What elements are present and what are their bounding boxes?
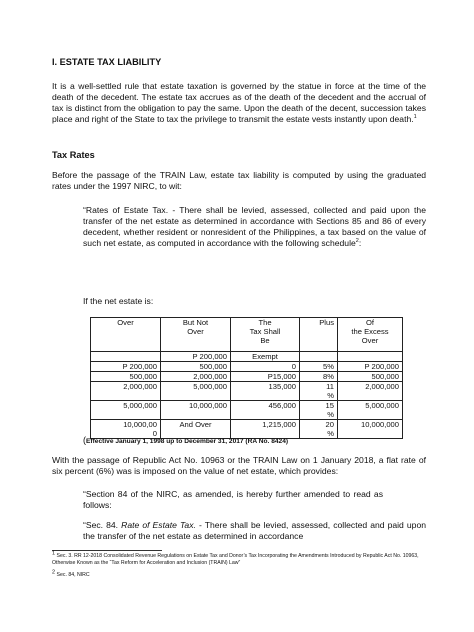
table-cell: 1,215,000: [231, 420, 300, 439]
estate-tax-quote-text: “Rates of Estate Tax. - There shall be levied, assessed, collected and paid upon the transfer of the net estate as determined in accordance with Sections 85 and 86 of every decedent, whether resident or nonresident of the Philippines, a tax based on the value of such net estate, as computed in accordance with the following schedule: [83, 205, 426, 248]
sec-84-italic-title: Rate of Estate Tax.: [121, 520, 196, 530]
table-cell: 5,000,000: [91, 401, 161, 420]
footnote-ref-2: 2: [355, 237, 359, 244]
table-cell: Exempt: [231, 352, 300, 362]
table-cell: 11 %: [300, 382, 338, 401]
table-cell: 20 %: [300, 420, 338, 439]
table-cell: 2,000,000: [338, 382, 403, 401]
intro-paragraph: [52, 81, 426, 125]
effective-text: Effective January 1, 1998 up to December 31, 2017 (RA No. 8424): [86, 438, 289, 445]
table-cell: 500,000: [91, 372, 161, 382]
table-cell: 15 %: [300, 401, 338, 420]
column-header-excess-over: Of the Excess Over: [338, 318, 403, 352]
footnote-1: [52, 550, 426, 567]
table-cell: 10,000,00 0: [91, 420, 161, 439]
table-cell: [91, 352, 161, 362]
footnote-2: [52, 569, 426, 579]
table-cell: 10,000,000: [338, 420, 403, 439]
table-row: [91, 372, 403, 382]
net-estate-line: If the net estate is:: [83, 296, 154, 306]
sec-84-rate-quote: [83, 520, 426, 542]
footnote-ref-1: 1: [413, 113, 417, 120]
effective-paren: (: [83, 435, 86, 445]
section-84-quote: “Section 84 of the NIRC, as amended, is hereby further amended to read as follows:: [83, 489, 383, 510]
sec-84-label: “Sec. 84.: [83, 520, 122, 530]
column-header-plus: Plus: [300, 318, 338, 352]
table-cell: 2,000,000: [161, 372, 231, 382]
sec-84-text: - There shall be levied, assessed, collected and paid upon the transfer of the net estate as determined in accordance: [83, 520, 427, 541]
footnote-1-number: 1: [52, 550, 56, 557]
table-cell: 500,000: [161, 362, 231, 372]
table-cell: And Over: [161, 420, 231, 439]
table-cell: 5%: [300, 362, 338, 372]
section-heading: I. ESTATE TAX LIABILITY: [52, 57, 162, 67]
table-row: [91, 362, 403, 372]
train-law-paragraph: With the passage of Republic Act No. 10963 or the TRAIN Law on 1 January 2018, a flat rate of six percent (6%) was is imposed on the value of net estate, which provides:: [52, 455, 426, 476]
column-header-tax-shall-be: The Tax Shall Be: [231, 318, 300, 352]
column-header-but-not-over: But Not Over: [161, 318, 231, 352]
footnote-2-text: Sec. 84, NIRC: [55, 572, 90, 578]
table-cell: 500,000: [338, 372, 403, 382]
quote-colon: :: [358, 237, 362, 248]
table-cell: 8%: [300, 372, 338, 382]
table-cell: 135,000: [231, 382, 300, 401]
table-cell: P15,000: [231, 372, 300, 382]
table-row: [91, 382, 403, 401]
table-cell: [300, 352, 338, 362]
table-cell: P 200,000: [161, 352, 231, 362]
estate-tax-rate-table: [90, 317, 403, 439]
table-row: [91, 352, 403, 362]
intro-text: It is a well-settled rule that estate taxation is governed by the statue in force at the time of the death of the decedent. The estate tax accrues as of the death of the decedent and the accrual of tax is distinct from the obligation to pay the same. Upon the death of the decent, succession takes place and right of the State to tax the privilege to transmit the estate vests instantly upon death.: [52, 81, 426, 124]
table-cell: 5,000,000: [338, 401, 403, 420]
table-cell: P 200,000: [338, 362, 403, 372]
table-cell: 10,000,000: [161, 401, 231, 420]
table-cell: 456,000: [231, 401, 300, 420]
effective-date-note: [83, 435, 288, 445]
table-cell: 2,000,000: [91, 382, 161, 401]
table-cell: 0: [231, 362, 300, 372]
tax-rates-heading: Tax Rates: [52, 150, 95, 160]
table-header-row: [91, 318, 403, 352]
footnote-1-text: Sec. 3. RR 12-2018 Consolidated Revenue Regulations on Estate Tax and Donor’s Tax Incorporating the Amendments Introduced by Republic Act No. 10963, Otherwise Known as the “Tax Reform for Acceleration and Inclusion (TRAIN) Law”: [52, 553, 419, 566]
train-intro-paragraph: Before the passage of the TRAIN Law, estate tax liability is computed by using the graduated rates under the 1997 NIRC, to wit:: [52, 170, 426, 191]
column-header-over: Over: [91, 318, 161, 352]
footnote-2-number: 2: [52, 569, 56, 576]
table-cell: P 200,000: [91, 362, 161, 372]
table-cell: [338, 352, 403, 362]
estate-tax-quote: [83, 205, 426, 249]
footnote-divider: [52, 550, 162, 551]
table-cell: 5,000,000: [161, 382, 231, 401]
table-row: [91, 401, 403, 420]
